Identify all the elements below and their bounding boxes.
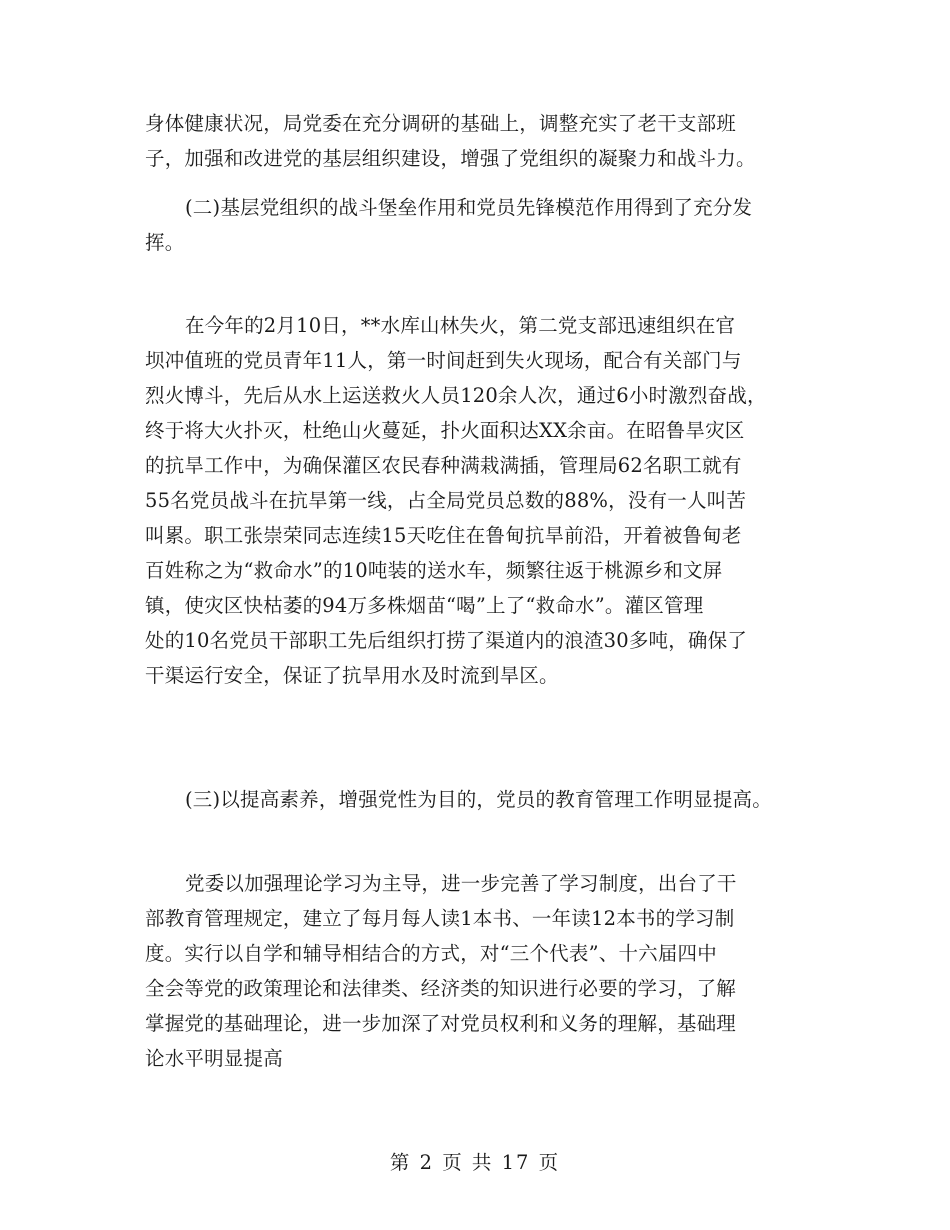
text-line: 处的10名党员干部职工先后组织打捞了渠道内的浪渣30多吨，确保了 [145, 629, 748, 652]
text-line: 的抗旱工作中，为确保灌区农民春种满栽满插，管理局62名职工就有 [145, 454, 742, 477]
paragraph-2-heading [145, 190, 752, 260]
text-line: 在今年的2月10日，**水库山林失火，第二党支部迅速组织在官 [185, 314, 736, 337]
text-line: 部教育管理规定，建立了每月每人读1本书、一年读12本书的学习制 [145, 907, 735, 930]
text-line: 叫累。职工张崇荣同志连续15天吃住在鲁甸抗旱前沿，开着被鲁甸老 [145, 524, 742, 547]
section-heading: (三)以提高素养，增强党性为目的，党员的教育管理工作明显提高。 [185, 788, 772, 811]
text-line: 身体健康状况，局党委在充分调研的基础上，调整充实了老干支部班 [145, 112, 737, 135]
paragraph-3 [145, 308, 767, 693]
text-line: 掌握党的基础理论，进一步加深了对党员权利和义务的理解，基础理 [145, 1012, 737, 1035]
section-heading: (二)基层党组织的战斗堡垒作用和党员先锋模范作用得到了充分发 [185, 196, 753, 219]
text-line: 镇，使灾区快枯萎的94万多株烟苗“喝”上了“救命水”。灌区管理 [145, 594, 704, 617]
text-line: 百姓称之为“救命水”的10吨装的送水车，频繁往返于桃源乡和文屏 [145, 559, 723, 582]
text-line: 挥。 [145, 231, 185, 254]
text-line: 论水平明显提高 [145, 1047, 283, 1070]
paragraph-1 [145, 106, 756, 176]
text-line: 党委以加强理论学习为主导，进一步完善了学习制度，出台了干 [185, 872, 737, 895]
paragraph-5 [145, 866, 737, 1076]
text-line: 度。实行以自学和辅导相结合的方式，对“三个代表”、十六届四中 [145, 942, 717, 965]
text-line: 烈火博斗，先后从水上运送救火人员120余人次，通过6小时激烈奋战， [145, 384, 767, 407]
text-line: 终于将大火扑灭，杜绝山火蔓延，扑火面积达XX余亩。在昭鲁旱灾区 [145, 419, 745, 442]
page-footer: 第 2 页 共 17 页 [389, 1151, 561, 1174]
text-line: 干渠运行安全，保证了抗旱用水及时流到旱区。 [145, 664, 559, 687]
paragraph-4-heading [145, 782, 772, 817]
text-line: 全会等党的政策理论和法律类、经济类的知识进行必要的学习，了解 [145, 977, 737, 1000]
text-line: 55名党员战斗在抗旱第一线，占全局党员总数的88%，没有一人叫苦 [145, 489, 747, 512]
text-line: 子，加强和改进党的基层组织建设，增强了党组织的凝聚力和战斗力。 [145, 147, 756, 170]
text-line: 坝冲值班的党员青年11人，第一时间赶到失火现场，配合有关部门与 [145, 349, 742, 372]
